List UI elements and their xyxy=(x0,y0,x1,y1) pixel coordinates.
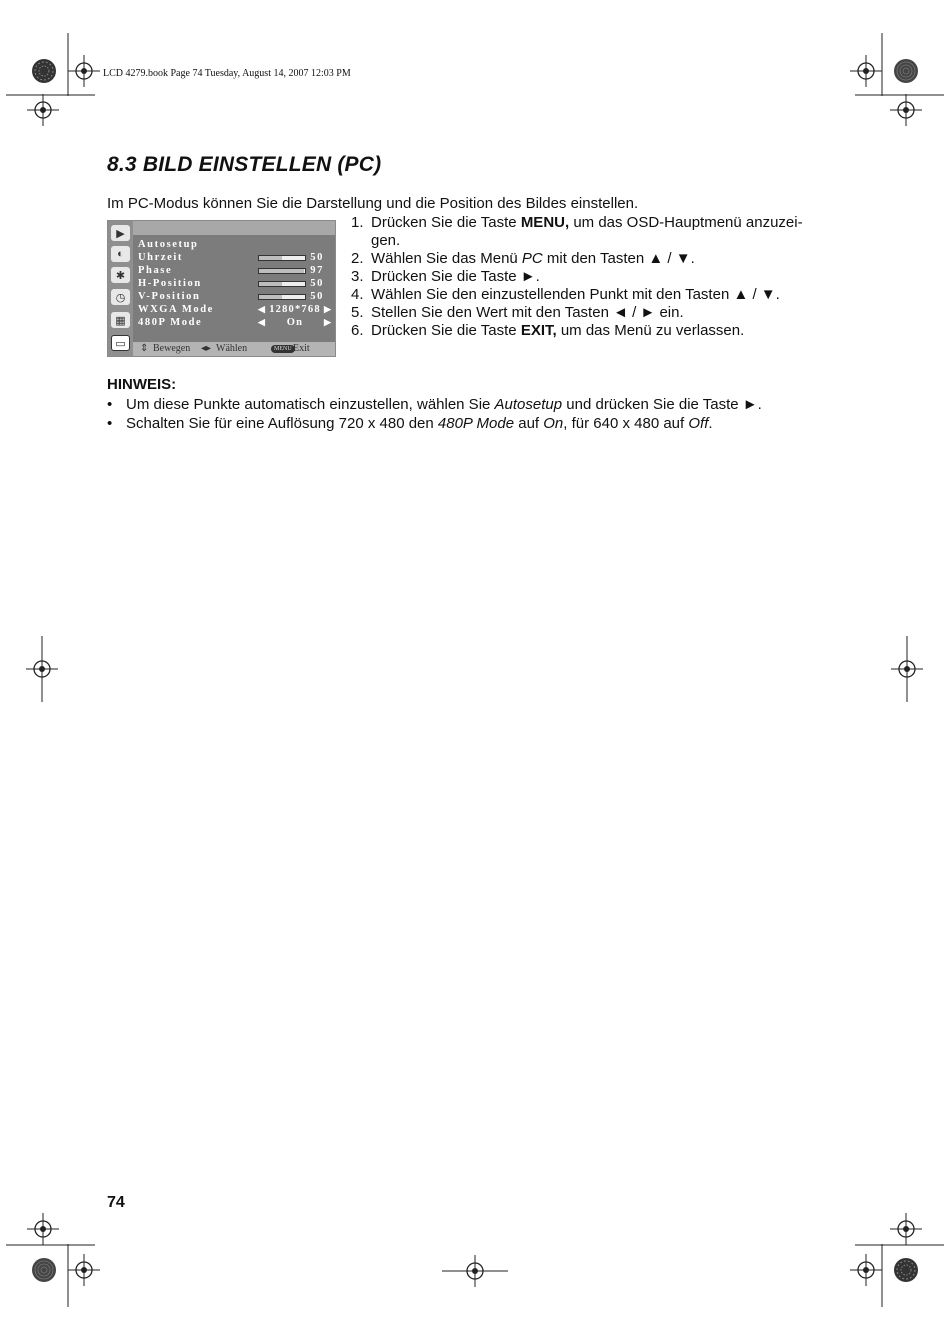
osd-row-label: H-Position xyxy=(138,278,202,289)
osd-menu-screenshot xyxy=(107,220,336,357)
osd-sidebar xyxy=(108,221,133,356)
step-key-name: EXIT, xyxy=(520,322,557,339)
step-number: 1. xyxy=(351,214,364,231)
osd-slider xyxy=(258,268,306,274)
osd-row-select-value: On xyxy=(286,317,304,328)
osd-footer-move: Bewegen xyxy=(153,343,191,354)
note-emphasis: On xyxy=(543,415,564,432)
menu-key-icon: MENU xyxy=(271,345,295,353)
features-icon: ▦ xyxy=(111,312,130,328)
osd-row-label: WXGA Mode xyxy=(138,304,214,315)
film-icon: ▶ xyxy=(111,225,130,241)
page-number: 74 xyxy=(107,1194,125,1211)
section-title: 8.3 BILD EINSTELLEN (PC) xyxy=(107,153,382,176)
step-item xyxy=(351,304,811,322)
note-item xyxy=(107,414,827,433)
steps-list xyxy=(351,214,811,340)
step-text: Drücken Sie die Taste xyxy=(371,322,521,339)
step-text: Wählen Sie das Menü xyxy=(371,250,522,267)
osd-row-uhrzeit xyxy=(138,252,330,265)
osd-row-v-position xyxy=(138,291,330,304)
osd-footer-exit: Exit xyxy=(293,343,310,354)
osd-slider xyxy=(258,281,306,287)
osd-footer xyxy=(133,342,335,356)
osd-topbar xyxy=(133,221,335,235)
step-number: 3. xyxy=(351,268,364,285)
osd-row-value: 50 xyxy=(310,252,324,263)
speaker-icon: ◐ xyxy=(111,246,130,262)
step-text: mit den Tasten ▲ / ▼. xyxy=(542,250,695,267)
step-text: Drücken Sie die Taste ►. xyxy=(371,268,540,285)
note-text: auf xyxy=(514,415,544,432)
step-number: 2. xyxy=(351,250,364,267)
note-text: Schalten Sie für eine Auflösung 720 x 480 den xyxy=(126,415,438,432)
right-arrow-icon: ▶ xyxy=(324,317,333,327)
osd-row-autosetup xyxy=(138,239,330,252)
left-arrow-icon: ◀ xyxy=(258,317,267,327)
note-emphasis: Off xyxy=(688,415,709,432)
osd-row-wxga-mode xyxy=(138,304,333,317)
bullet-icon: • xyxy=(107,396,113,413)
step-item xyxy=(351,214,811,250)
osd-row-value: 50 xyxy=(310,278,324,289)
step-number: 5. xyxy=(351,304,364,321)
note-heading: HINWEIS: xyxy=(107,376,177,393)
osd-slider xyxy=(258,294,306,300)
note-text: . xyxy=(708,415,713,432)
osd-row-value: 50 xyxy=(310,291,324,302)
intro-paragraph: Im PC-Modus können Sie die Darstellung und die Position des Bildes einstellen. xyxy=(107,195,639,212)
step-number: 6. xyxy=(351,322,364,339)
print-header: LCD 4279.book Page 74 Tuesday, August 14, 2007 12:03 PM xyxy=(103,68,351,79)
step-item xyxy=(351,268,811,286)
step-key-name: MENU, xyxy=(520,214,570,231)
osd-row-label: Uhrzeit xyxy=(138,252,184,263)
osd-row-value: 97 xyxy=(310,265,324,276)
notes-list xyxy=(107,395,827,433)
osd-row-label: Phase xyxy=(138,265,173,276)
step-menu-name: PC xyxy=(521,250,543,267)
left-arrow-icon: ◀ xyxy=(258,304,267,314)
osd-menu-list xyxy=(133,235,335,342)
osd-slider xyxy=(258,255,306,261)
osd-row-select-value: 1280*768 xyxy=(269,304,321,315)
note-emphasis: 480P Mode xyxy=(437,415,515,432)
note-text: Um diese Punkte automatisch einzustellen, wählen Sie xyxy=(126,396,495,413)
osd-row-label: 480P Mode xyxy=(138,317,203,328)
step-text: Stellen Sie den Wert mit den Tasten ◄ / ► ein. xyxy=(371,304,684,321)
step-item xyxy=(351,250,811,268)
settings-icon: ✱ xyxy=(111,267,130,283)
osd-row-label: Autosetup xyxy=(138,239,199,250)
step-text: Wählen Sie den einzustellenden Punkt mit den Tasten ▲ / ▼. xyxy=(371,286,780,303)
step-text: gen. xyxy=(371,232,401,249)
up-down-arrow-icon: ⇕ xyxy=(140,343,149,354)
step-item xyxy=(351,286,811,304)
osd-row-phase xyxy=(138,265,330,278)
bullet-icon: • xyxy=(107,415,113,432)
note-text: , für 640 x 480 auf xyxy=(563,415,689,432)
osd-footer-select: Wählen xyxy=(216,343,248,354)
right-arrow-icon: ▶ xyxy=(324,304,333,314)
left-right-arrow-icon: ◂▸ xyxy=(201,343,212,354)
step-text: um das Menü zu verlassen. xyxy=(556,322,745,339)
osd-row-label: V-Position xyxy=(138,291,201,302)
pc-monitor-icon: ▭ xyxy=(111,335,130,351)
note-text: und drücken Sie die Taste ►. xyxy=(562,396,762,413)
osd-row-480p-mode xyxy=(138,317,333,330)
clock-icon: ◷ xyxy=(111,289,130,305)
note-item xyxy=(107,395,827,414)
step-number: 4. xyxy=(351,286,364,303)
osd-row-h-position xyxy=(138,278,330,291)
note-emphasis: Autosetup xyxy=(494,396,563,413)
step-item xyxy=(351,322,811,340)
step-text: um das OSD-Hauptmenü anzuzei- xyxy=(569,214,803,231)
step-text: Drücken Sie die Taste xyxy=(371,214,521,231)
